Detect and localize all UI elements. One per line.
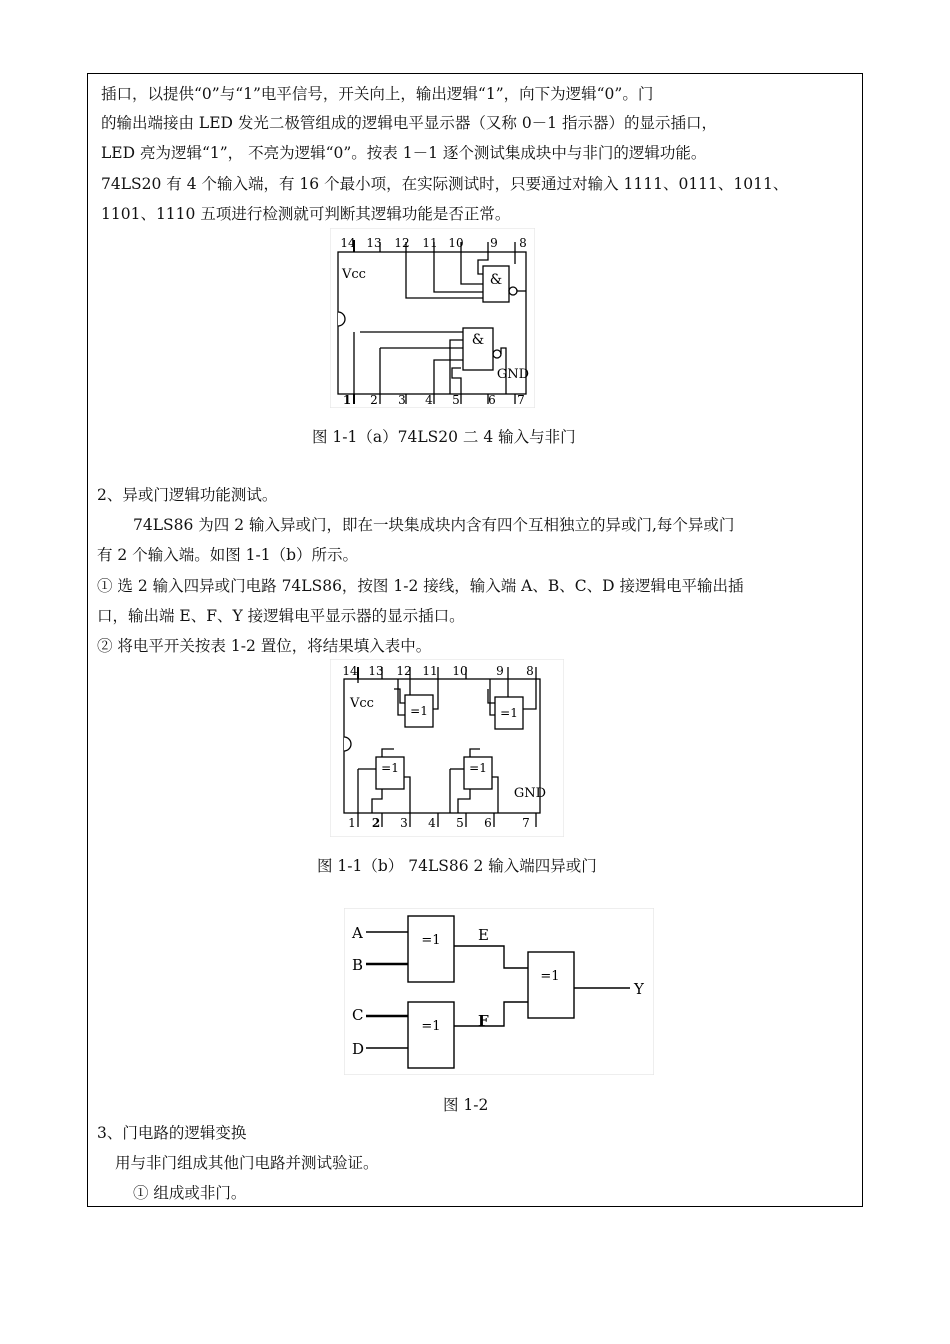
section3-item-1: ① 组成或非门。 (133, 1184, 247, 1202)
intro-line-2: 的输出端接由 LED 发光二极管组成的逻辑电平显示器（又称 0－1 指示器）的显示插口， (101, 114, 717, 132)
svg-text:1: 1 (342, 393, 352, 407)
svg-text:3: 3 (398, 393, 406, 407)
intro-line-1: 插口，以提供“0”与“1”电平信号，开关向上，输出逻辑“1”，向下为逻辑“0”。门 (101, 85, 654, 103)
svg-text:1: 1 (348, 816, 356, 830)
step1-line-2: 口，输出端 E、F、Y 接逻辑电平显示器的显示插口。 (97, 607, 465, 625)
svg-text:5: 5 (456, 816, 464, 830)
svg-text:B: B (352, 956, 364, 974)
svg-text:=1: =1 (421, 933, 441, 948)
svg-text:=1: =1 (500, 706, 518, 720)
section3-body: 用与非门组成其他门电路并测试验证。 (115, 1154, 379, 1172)
svg-text:5: 5 (452, 393, 460, 407)
svg-text:12: 12 (394, 236, 410, 250)
section2-title: 2、异或门逻辑功能测试。 (97, 486, 278, 504)
svg-text:Vcc: Vcc (342, 267, 366, 282)
step2-line: ② 将电平开关按表 1-2 置位，将结果填入表中。 (97, 637, 432, 655)
svg-text:9: 9 (496, 664, 504, 678)
svg-text:14: 14 (342, 664, 358, 678)
figure-74ls86 (330, 659, 564, 837)
svg-text:4: 4 (428, 816, 436, 830)
svg-text:11: 11 (422, 664, 438, 678)
svg-text:8: 8 (519, 236, 527, 250)
svg-text:14: 14 (340, 236, 356, 250)
svg-text:Vcc: Vcc (350, 696, 374, 711)
svg-text:6: 6 (488, 393, 496, 407)
caption-fig1b: 图 1-1（b） 74LS86 2 输入端四异或门 (317, 857, 597, 875)
step1-line-1: ① 选 2 输入四异或门电路 74LS86，按图 1-2 接线，输入端 A、B、C、D 接逻辑电平输出插 (97, 577, 744, 595)
svg-text:F: F (478, 1012, 489, 1030)
svg-text:13: 13 (366, 236, 382, 250)
svg-text:D: D (352, 1040, 365, 1058)
svg-text:3: 3 (400, 816, 408, 830)
svg-text:6: 6 (484, 816, 492, 830)
svg-text:7: 7 (522, 816, 530, 830)
svg-text:12: 12 (396, 664, 412, 678)
svg-text:=1: =1 (381, 761, 399, 775)
caption-fig1a: 图 1-1（a）74LS20 二 4 输入与非门 (312, 428, 576, 446)
svg-text:4: 4 (425, 393, 433, 407)
intro-line-3: LED 亮为逻辑“1”， 不亮为逻辑“0”。按表 1－1 逐个测试集成块中与非门的逻辑功能。 (101, 144, 707, 162)
svg-text:A: A (352, 924, 363, 942)
svg-text:=1: =1 (469, 761, 487, 775)
svg-text:8: 8 (526, 664, 534, 678)
svg-text:11: 11 (422, 236, 438, 250)
svg-text:9: 9 (490, 236, 498, 250)
figure-74ls20 (330, 228, 535, 408)
svg-text:&: & (471, 332, 485, 348)
svg-text:13: 13 (368, 664, 384, 678)
figure-1-2-xor-circuit (344, 908, 654, 1075)
caption-fig1-2: 图 1-2 (443, 1096, 489, 1114)
svg-text:2: 2 (371, 816, 381, 830)
intro-line-4: 74LS20 有 4 个输入端，有 16 个最小项，在实际测试时，只要通过对输入 1111、0111、1011、 (101, 175, 789, 193)
svg-text:GND: GND (513, 786, 547, 801)
section2-line-1: 74LS86 为四 2 输入异或门，即在一块集成块内含有四个互相独立的异或门,每个异或门 (133, 516, 735, 534)
svg-text:E: E (478, 926, 489, 944)
svg-text:Y: Y (634, 980, 644, 998)
svg-text:10: 10 (448, 236, 464, 250)
svg-text:=1: =1 (540, 969, 560, 984)
svg-text:GND: GND (496, 367, 530, 382)
section2-line-2: 有 2 个输入端。如图 1-1（b）所示。 (97, 546, 359, 564)
svg-text:C: C (352, 1006, 364, 1024)
svg-text:=1: =1 (421, 1019, 441, 1034)
section3-title: 3、门电路的逻辑变换 (97, 1124, 247, 1142)
intro-line-5: 1101、1110 五项进行检测就可判断其逻辑功能是否正常。 (101, 205, 511, 223)
svg-text:7: 7 (517, 393, 525, 407)
svg-text:2: 2 (370, 393, 378, 407)
svg-text:=1: =1 (410, 704, 428, 718)
svg-text:&: & (489, 272, 503, 288)
svg-text:10: 10 (452, 664, 468, 678)
